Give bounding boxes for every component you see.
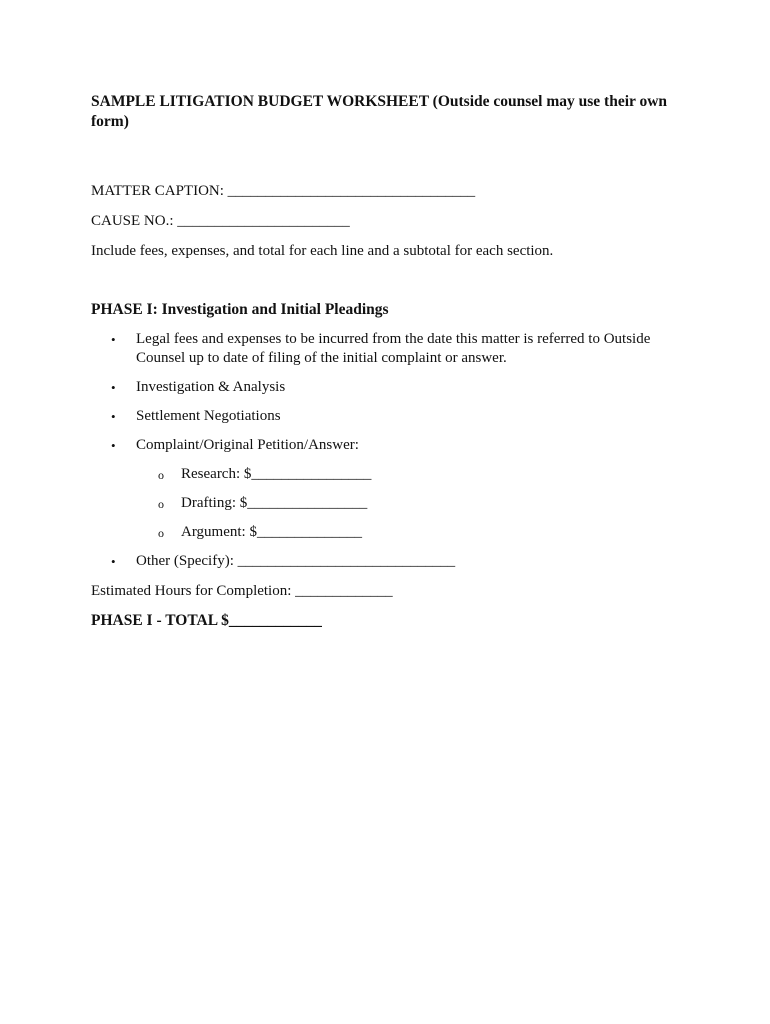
drafting-field: Drafting: $________________ bbox=[181, 495, 368, 511]
document-title: SAMPLE LITIGATION BUDGET WORKSHEET (Outside counsel may use their own form) bbox=[91, 93, 668, 130]
document-page bbox=[91, 92, 691, 647]
phase-1-list bbox=[91, 330, 691, 571]
bullet-icon: • bbox=[111, 332, 116, 347]
circle-bullet-icon: o bbox=[158, 497, 164, 511]
list-item bbox=[91, 330, 691, 368]
sub-list-item bbox=[136, 494, 691, 513]
argument-field: Argument: $______________ bbox=[181, 524, 362, 540]
list-item bbox=[91, 436, 691, 542]
instructions-text: Include fees, expenses, and total for each line and a subtotal for each section. bbox=[91, 243, 554, 259]
phase-1-heading: PHASE I: Investigation and Initial Pleadings bbox=[91, 301, 389, 318]
list-item-text: Complaint/Original Petition/Answer: bbox=[136, 437, 359, 453]
phase-1-total-field: PHASE I - TOTAL $____________ bbox=[91, 612, 322, 629]
list-item-text: Legal fees and expenses to be incurred from the date this matter is referred to Outside Counsel up to date of filing of the initial complaint or answer. bbox=[136, 331, 651, 366]
sub-list-item bbox=[136, 465, 691, 484]
bullet-icon: • bbox=[111, 380, 116, 395]
bullet-icon: • bbox=[111, 409, 116, 424]
bullet-icon: • bbox=[111, 554, 116, 569]
pleadings-sublist bbox=[136, 465, 691, 542]
research-field: Research: $________________ bbox=[181, 466, 372, 482]
list-item bbox=[91, 378, 691, 397]
list-item-text: Investigation & Analysis bbox=[136, 379, 286, 395]
bullet-icon: • bbox=[111, 438, 116, 453]
list-item bbox=[91, 407, 691, 426]
circle-bullet-icon: o bbox=[158, 468, 164, 482]
matter-caption-field: MATTER CAPTION: _________________________________ bbox=[91, 183, 476, 199]
circle-bullet-icon: o bbox=[158, 526, 164, 540]
list-item-text: Settlement Negotiations bbox=[136, 408, 281, 424]
cause-number-field: CAUSE NO.: _______________________ bbox=[91, 213, 350, 229]
sub-list-item bbox=[136, 523, 691, 542]
estimated-hours-field: Estimated Hours for Completion: _____________ bbox=[91, 583, 393, 599]
other-specify-field: Other (Specify): _____________________________ bbox=[136, 553, 456, 569]
list-item bbox=[91, 552, 691, 571]
